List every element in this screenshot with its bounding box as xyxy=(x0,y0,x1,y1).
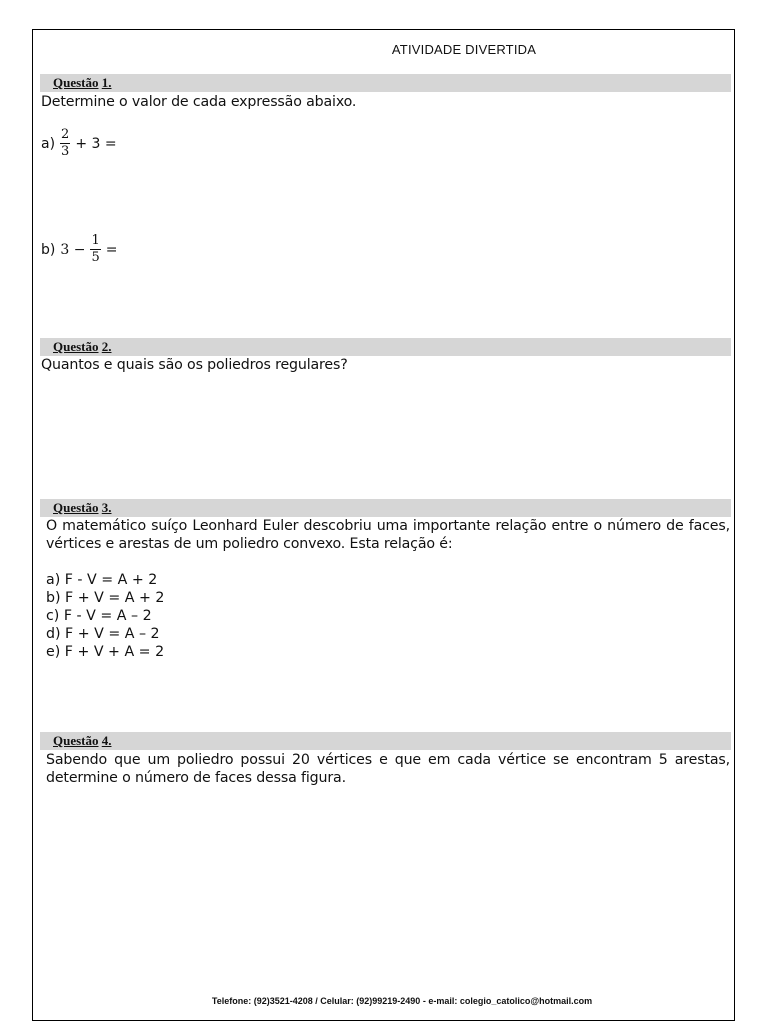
item-a-rest: + 3 = xyxy=(75,135,117,152)
fraction-denominator: 3 xyxy=(61,144,70,159)
fraction-numerator: 1 xyxy=(91,233,100,248)
option-a[interactable]: a) F - V = A + 2 xyxy=(46,572,158,588)
question-1-item-a xyxy=(41,128,117,159)
document-title: ATIVIDADE DIVERTIDA xyxy=(391,42,537,57)
fraction-numerator: 2 xyxy=(61,127,70,142)
question-3-prompt: O matemático suíço Leonhard Euler descobriu uma importante relação entre o número de faces, vértices e arestas de um poliedro convexo. Esta relação é: xyxy=(46,518,730,552)
question-3-label: Questão 3. xyxy=(53,500,112,515)
item-a-letter: a) xyxy=(41,135,56,152)
question-1-label: Questão 1. xyxy=(53,75,112,90)
item-b-lead: 3 − xyxy=(60,241,86,258)
question-1-item-b xyxy=(41,234,117,265)
option-c[interactable]: c) F - V = A – 2 xyxy=(46,608,152,624)
question-4-header xyxy=(40,732,731,750)
option-b[interactable]: b) F + V = A + 2 xyxy=(46,590,165,606)
question-3-header xyxy=(40,499,731,517)
option-e[interactable]: e) F + V + A = 2 xyxy=(46,644,165,660)
question-4-label: Questão 4. xyxy=(53,733,112,748)
fraction-denominator: 5 xyxy=(91,250,100,265)
question-2-header xyxy=(40,338,731,356)
fraction-one-fifth xyxy=(90,234,100,265)
question-2-prompt: Quantos e quais são os poliedros regulares? xyxy=(41,357,348,373)
question-1-prompt: Determine o valor de cada expressão abaixo. xyxy=(41,94,357,110)
question-4-prompt: Sabendo que um poliedro possui 20 vértices e que em cada vértice se encontram 5 arestas, determine o número de faces dessa figura. xyxy=(46,752,730,786)
fraction-two-thirds xyxy=(60,128,70,159)
item-b-rest: = xyxy=(105,241,118,258)
question-3-options xyxy=(46,571,164,661)
footer-contact: Telefone: (92)3521-4208 / Celular: (92)99219-2490 - e-mail: colegio_catolico@hotmail.com xyxy=(211,996,593,1006)
option-d[interactable]: d) F + V = A – 2 xyxy=(46,626,160,642)
question-2-label: Questão 2. xyxy=(53,339,112,354)
item-b-letter: b) xyxy=(41,241,56,258)
question-1-header xyxy=(40,74,731,92)
